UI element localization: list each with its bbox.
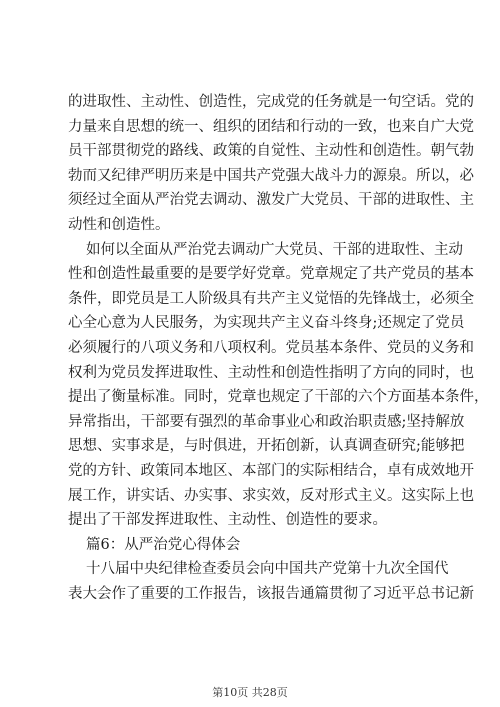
text-line: 展工作，讲实话、办实事、求实效，反对形式主义。这实际上也 xyxy=(68,487,474,504)
text-line: 表大会作了重要的工作报告，该报告通篇贯彻了习近平总书记新 xyxy=(68,585,474,602)
page-number: 第10页 共28页 xyxy=(212,686,288,699)
text-line: 须经过全面从严治党去调动、激发广大党员、干部的进取性、主 xyxy=(68,192,474,209)
paragraph xyxy=(68,238,489,533)
text-line: 力量来自思想的统一、组织的团结和行动的一致，也来自广大党 xyxy=(68,118,474,135)
text-line: 的进取性、主动性、创造性，完成党的任务就是一句空话。党的 xyxy=(68,94,474,110)
text-line: 异常指出，干部要有强烈的革命事业心和政治职责感;坚持解放 xyxy=(68,413,465,430)
paragraph xyxy=(68,557,474,606)
text-line: 党的方针、政策同本地区、本部门的实际相结合，卓有成效地开 xyxy=(68,462,474,479)
text-line: 勃而又纪律严明历来是中国共产党强大战斗力的源泉。所以，必 xyxy=(68,167,474,184)
text-line: 条件，即党员是工人阶级具有共产主义觉悟的先锋战士，必须全 xyxy=(68,290,474,307)
text-line: 权利为党员发挥进取性、主动性和创造性指明了方向的同时，也 xyxy=(68,364,474,381)
paragraph xyxy=(68,90,474,238)
document-body xyxy=(68,90,489,606)
text-line: 提出了干部发挥进取性、主动性、创造性的要求。 xyxy=(68,512,387,529)
text-line: 提出了衡量标准。同时，党章也规定了干部的六个方面基本条件， xyxy=(68,389,489,406)
heading-line: 篇6：从严治党心得体会 xyxy=(86,536,241,553)
text-line: 员干部贯彻党的路线、政策的自觉性、主动性和创造性。朝气勃 xyxy=(68,143,474,160)
text-line: 心全心意为人民服务，为实现共产主义奋斗终身;还规定了党员 xyxy=(68,315,465,332)
text-line: 动性和创造性。 xyxy=(68,216,170,233)
text-line: 十八届中央纪律检查委员会向中国共产党第十九次全国代 xyxy=(86,561,449,578)
text-line: 思想、实事求是，与时俱进，开拓创新，认真调查研究;能够把 xyxy=(68,438,465,455)
text-line: 性和创造性最重要的是要学好党章。党章规定了共产党员的基本 xyxy=(68,266,474,283)
text-line: 如何以全面从严治党去调动广大党员、干部的进取性、主动 xyxy=(86,241,463,258)
text-line: 必须履行的八项义务和八项权利。党员基本条件、党员的义务和 xyxy=(68,339,474,356)
section-heading xyxy=(68,533,434,558)
